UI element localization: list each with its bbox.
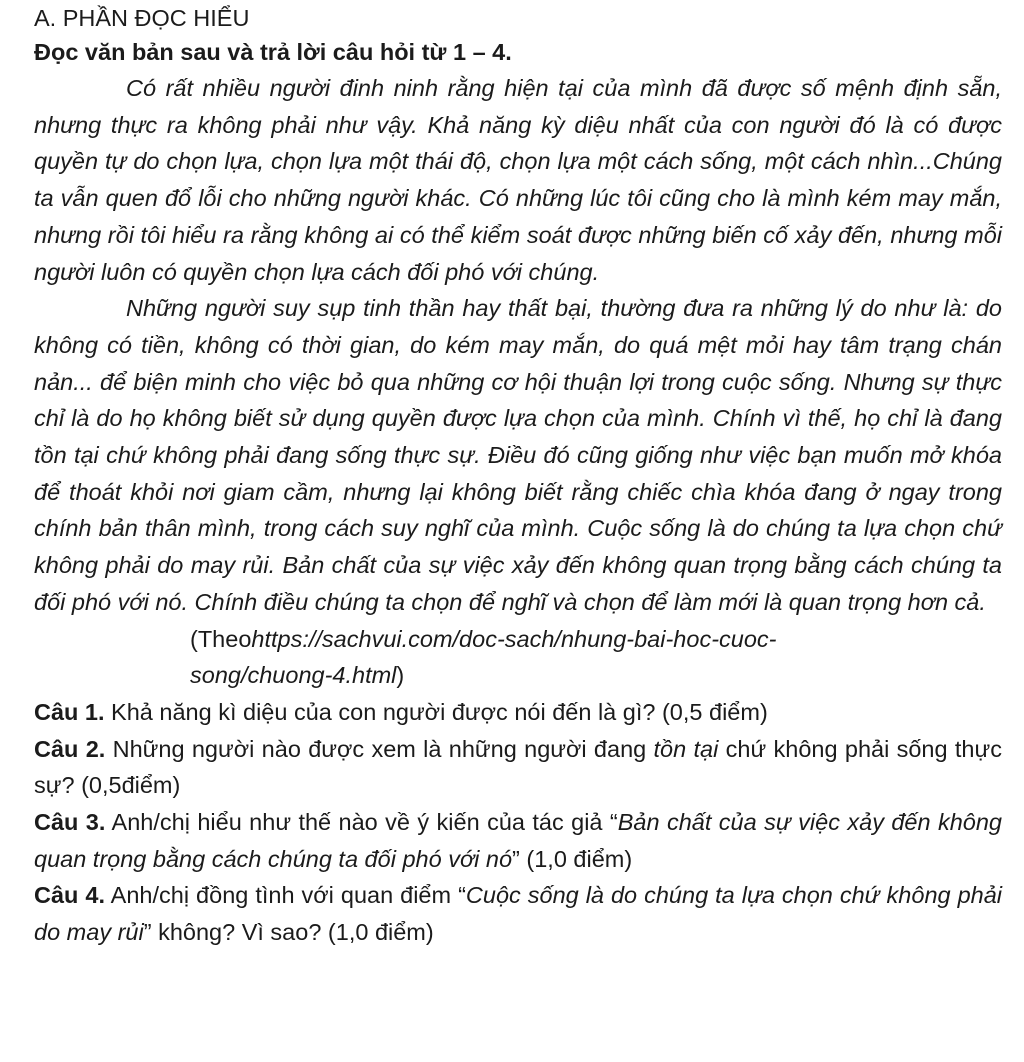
question-label: Câu 2. bbox=[34, 735, 106, 762]
question-quote: Bản chất của sự việc xảy đến không quan trọng bằng cách chúng ta đối phó với nó bbox=[34, 809, 1003, 872]
section-heading: A. PHẦN ĐỌC HIỂU bbox=[34, 5, 250, 31]
source-url: https://sachvui.com/doc-sach/nhung-bai-hoc-cuoc-song/chuong-4.html bbox=[190, 625, 777, 689]
question-text-after: ” (1,0 điểm) bbox=[512, 845, 633, 872]
source-prefix: (Theo bbox=[190, 625, 252, 652]
question-text: Khả năng kì diệu của con người được nói đến là gì? (0,5 điểm) bbox=[104, 698, 768, 725]
question-text-after: ” không? Vì sao? (1,0 điểm) bbox=[143, 919, 434, 946]
passage-source bbox=[34, 621, 1002, 694]
question-3 bbox=[34, 804, 1002, 877]
question-label: Câu 3. bbox=[34, 809, 106, 836]
reading-passage bbox=[34, 70, 1002, 621]
source-suffix: ) bbox=[396, 662, 405, 689]
question-text-before: Những người nào được xem là những người đang bbox=[105, 735, 654, 762]
passage-paragraph-2: Những người suy sụp tinh thần hay thất bại, thường đưa ra những lý do như là: do không có tiền, không có thời gian, do kém may mắn, do quá mệt mỏi hay tâm trạng chán nản... để biện minh cho việc bỏ qua những cơ hội thuận lợi trong cuộc sống. Nhưng sự thực chỉ là do họ không biết sử dụng quyền được lựa chọn của mình. Chính vì thế, họ chỉ là đang tồn tại chứ không phải đang sống thực sự. Điều đó cũng giống như việc bạn muốn mở khóa để thoát khỏi nơi giam cầm, nhưng lại không biết rằng chiếc chìa khóa đang ở ngay trong chính bản thân mình, trong cách suy nghĩ của mình. Cuộc sống là do chúng ta lựa chọn chứ không phải do may rủi. Bản chất của sự việc xảy đến không quan trọng bằng cách chúng ta đối phó với nó. Chính điều chúng ta chọn để nghĩ và chọn để làm mới là quan trọng hơn cả. bbox=[34, 295, 1002, 615]
question-quote: Cuộc sống là do chúng ta lựa chọn chứ không phải do may rủi bbox=[34, 882, 1002, 946]
question-label: Câu 4. bbox=[34, 882, 105, 909]
reading-instruction: Đọc văn bản sau và trả lời câu hỏi từ 1 – 4. bbox=[34, 39, 512, 65]
question-text-before: Anh/chị đồng tình với quan điểm “ bbox=[104, 882, 466, 909]
passage-paragraph-1: Có rất nhiều người đinh ninh rằng hiện tại của mình đã được số mệnh định sẵn, nhưng thực ra không phải như vậy. Khả năng kỳ diệu nhất của con người đó là có được quyền tự do chọn lựa, chọn lựa một thái độ, chọn lựa một cách sống, một cách nhìn...Chúng ta vẫn quen đổ lỗi cho những người khác. Có những lúc tôi cũng cho là mình kém may mắn, nhưng rồi tôi hiểu ra rằng không ai có thể kiểm soát được những biến cố xảy đến, nhưng mỗi người luôn có quyền chọn lựa cách đối phó với chúng. bbox=[34, 75, 1002, 285]
question-text-after: chứ không phải sống thực sự? (0,5điểm) bbox=[34, 735, 1002, 799]
question-1 bbox=[34, 694, 1002, 731]
question-text-before: Anh/chị hiểu như thế nào về ý kiến của tác giả “ bbox=[105, 809, 618, 836]
question-4 bbox=[34, 877, 1002, 950]
question-quote: tồn tại bbox=[653, 735, 719, 762]
question-list bbox=[34, 694, 1002, 951]
question-label: Câu 1. bbox=[34, 698, 105, 725]
question-2 bbox=[34, 731, 1002, 804]
